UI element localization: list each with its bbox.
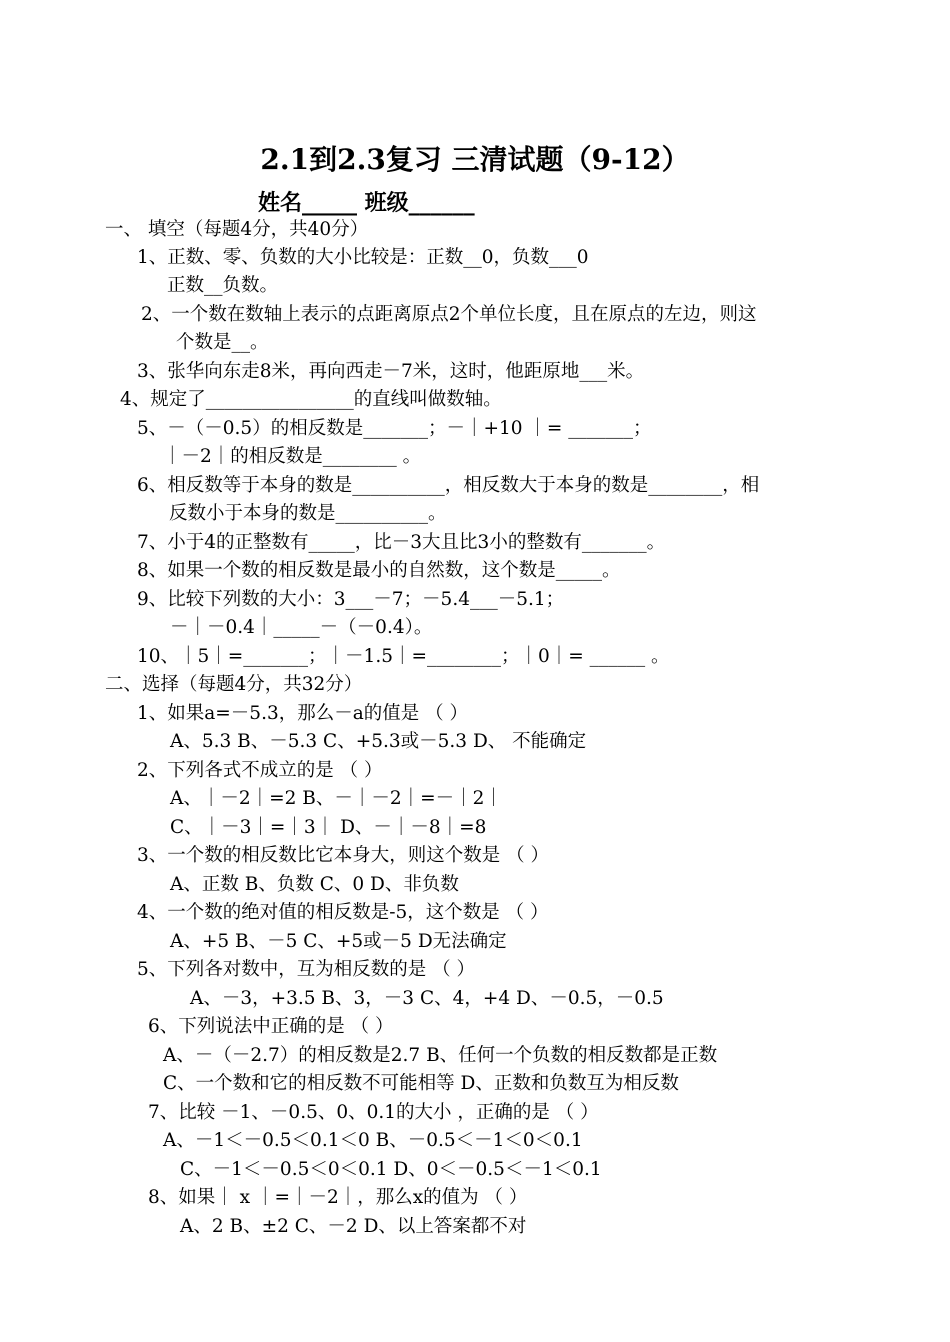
option-line: A、5.3 B、－5.3 C、+5.3或－5.3 D、 不能确定 <box>170 731 587 752</box>
question-line: 6、相反数等于本身的数是__________，相反数大于本身的数是________，相 <box>137 475 760 496</box>
question-line: 6、下列说法中正确的是 （ ） <box>148 1016 394 1037</box>
question-line: 5、下列各对数中，互为相反数的是 （ ） <box>137 959 476 980</box>
question-line: 8、如果｜ x ｜=｜－2｜，那么x的值为 （ ） <box>148 1187 528 1208</box>
question-line: 5、－（－0.5）的相反数是_______；－｜+10 ｜= _______； <box>137 418 652 439</box>
question-line: 8、如果一个数的相反数是最小的自然数，这个数是_____。 <box>137 560 621 581</box>
question-line: ｜－2｜的相反数是________ 。 <box>163 446 422 467</box>
option-line: A、－（－2.7）的相反数是2.7 B、任何一个负数的相反数都是正数 <box>163 1045 718 1066</box>
option-line: A、－1＜－0.5＜0.1＜0 B、－0.5＜－1＜0＜0.1 <box>163 1130 583 1151</box>
question-line: 3、一个数的相反数比它本身大，则这个数是 （ ） <box>137 845 550 866</box>
question-line: 2、下列各式不成立的是 （ ） <box>137 760 383 781</box>
question-line: 7、小于4的正整数有_____，比－3大且比3小的整数有_______。 <box>137 532 666 553</box>
option-line: A、2 B、±2 C、－2 D、以上答案都不对 <box>180 1216 527 1237</box>
section1-heading: 一、 填空（每题4分，共40分） <box>105 219 369 240</box>
name-class-line: 姓名_____ 班级______ <box>258 190 475 216</box>
option-line: C、｜－3｜=｜3｜ D、－｜－8｜=8 <box>170 817 487 838</box>
question-line: 1、如果a=－5.3，那么－a的值是 （ ） <box>137 703 469 724</box>
section2-heading: 二、选择（每题4分，共32分） <box>105 674 363 695</box>
question-line: 2、一个数在数轴上表示的点距离原点2个单位长度，且在原点的左边，则这 <box>141 304 757 325</box>
option-line: C、一个数和它的相反数不可能相等 D、正数和负数互为相反数 <box>163 1073 679 1094</box>
option-line: A、正数 B、负数 C、0 D、非负数 <box>170 874 459 895</box>
question-line: 3、张华向东走8米，再向西走－7米，这时，他距原地___米。 <box>137 361 645 382</box>
question-line: 1、正数、零、负数的大小比较是：正数__0，负数___0 <box>137 247 589 268</box>
question-line: 4、一个数的绝对值的相反数是-5，这个数是 （ ） <box>137 902 549 923</box>
question-line: 4、规定了________________的直线叫做数轴。 <box>120 389 502 410</box>
question-line: 7、比较 －1、－0.5、0、0.1的大小 ，正确的是 （ ） <box>148 1102 599 1123</box>
question-line: 正数__负数。 <box>167 275 279 296</box>
page-title: 2.1到2.3复习 三清试题（9-12） <box>260 143 690 176</box>
option-line: A、｜－2｜=2 B、－｜－2｜=－｜2｜ <box>170 788 503 809</box>
question-line: 反数小于本身的数是__________。 <box>169 503 447 524</box>
question-line: 个数是__。 <box>176 332 269 353</box>
question-line: －｜－0.4｜_____－（－0.4）。 <box>170 617 433 638</box>
question-line: 9、比较下列数的大小：3___－7；－5.4___－5.1； <box>137 589 565 610</box>
question-line: 10、｜5｜=_______；｜－1.5｜=________；｜0｜= ______ 。 <box>137 646 670 667</box>
option-line: C、－1＜－0.5＜0＜0.1 D、0＜－0.5＜－1＜0.1 <box>180 1159 602 1180</box>
option-line: A、－3，+3.5 B、3，－3 C、4，+4 D、－0.5，－0.5 <box>190 988 664 1009</box>
option-line: A、+5 B、－5 C、+5或－5 D无法确定 <box>170 931 507 952</box>
